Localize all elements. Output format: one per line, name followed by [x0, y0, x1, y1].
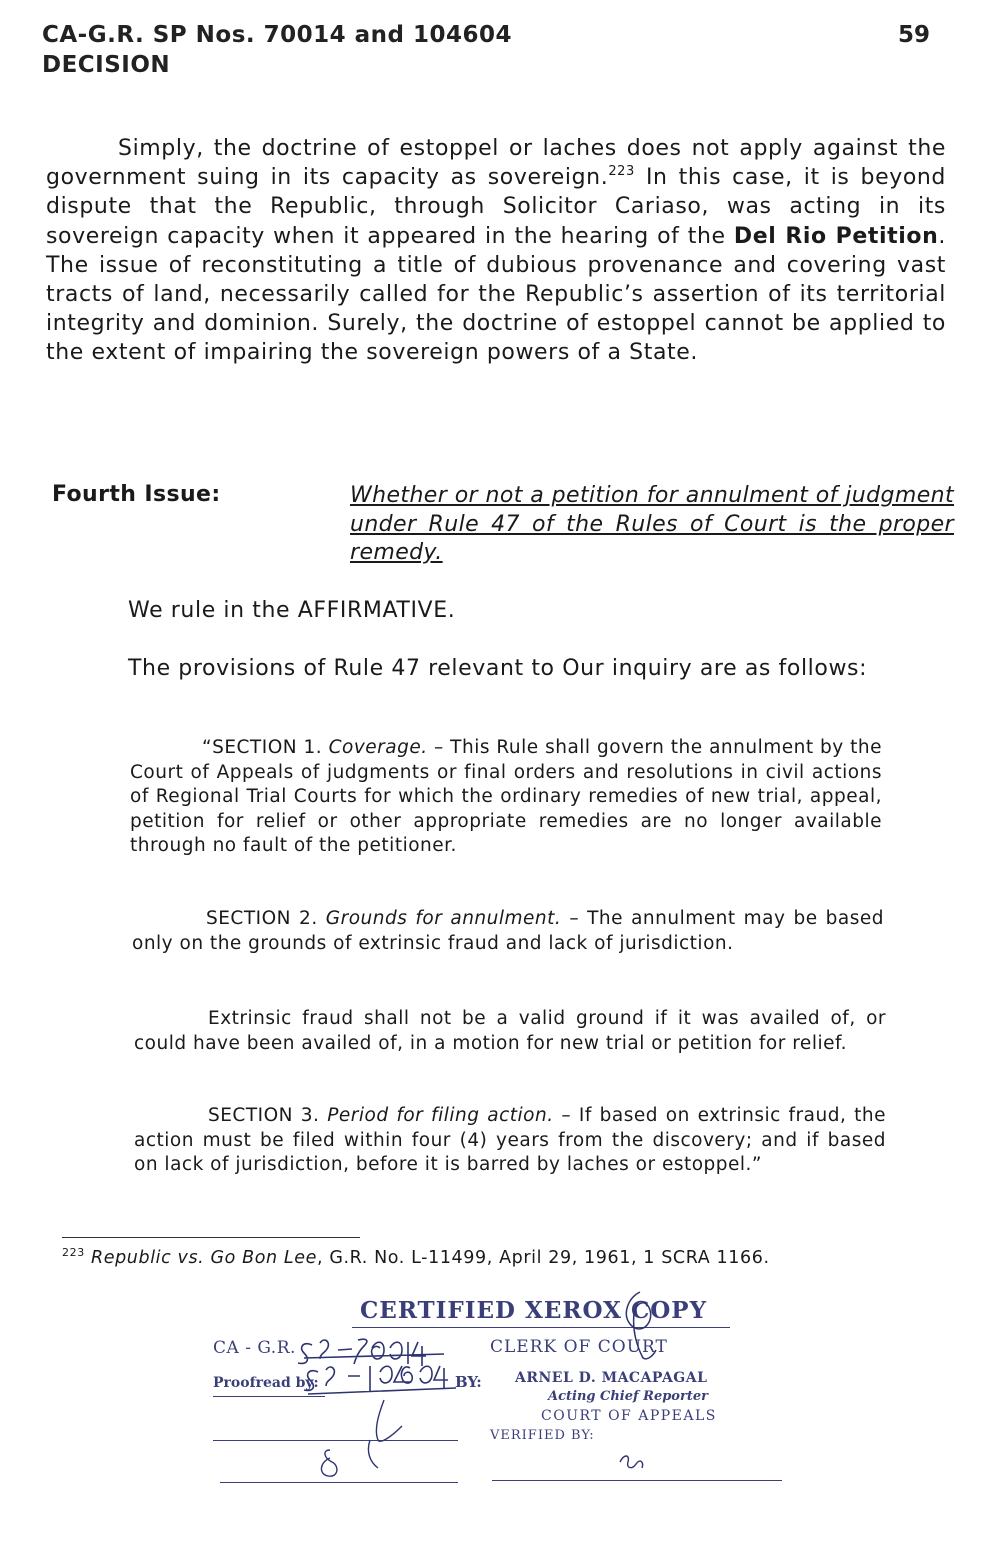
footnote-divider — [62, 1237, 360, 1238]
stamp-title: CERTIFIED XEROX COPY — [360, 1297, 708, 1324]
section-1-title: Coverage. — [328, 737, 428, 758]
ruling: We rule in the AFFIRMATIVE. — [128, 598, 456, 623]
stamp-cagr-label: CA - G.R. — [213, 1338, 296, 1358]
stamp-clerk: CLERK OF COURT — [490, 1337, 668, 1357]
paragraph-text-c: . The issue of reconstituting a title of dubious provenance and covering vast tracts of land, necessarily called for the Republic’s assertion of its territorial integrity and dominion. Surely, the doctrine of estoppel cannot be applied to the extent of impairing the sovereign powers of a State. — [46, 223, 946, 366]
paragraph-rule47: The provisions of Rule 47 relevant to Our inquiry are as follows: — [128, 656, 868, 681]
stamp-proofread: Proofread by: — [213, 1375, 319, 1391]
issue-label: Fourth Issue: — [52, 482, 221, 507]
signature-mark-1 — [321, 1400, 402, 1476]
section-3-text: – If based on extrinsic fraud, the action must be filed within four (4) years from the discovery; and if based on lack of jurisdiction, before it is barred by laches or estoppel.” — [134, 1105, 886, 1176]
stamp-verified: VERIFIED BY: — [490, 1428, 595, 1443]
stamp-role: Acting Chief Reporter — [548, 1389, 708, 1404]
stamp-line-3 — [492, 1480, 782, 1481]
section-3-prefix: SECTION 3. — [208, 1105, 328, 1126]
quote-section-1 — [130, 736, 882, 859]
quote-section-2-para: Extrinsic fraud shall not be a valid ground if it was availed of, or could have been availed of, in a motion for new trial or petition for relief. — [134, 1008, 886, 1054]
stamp-court: COURT OF APPEALS — [541, 1408, 717, 1424]
page-number: 59 — [897, 22, 930, 48]
footnote-ref: 223 — [608, 164, 635, 180]
footnote-case-name: Republic vs. Go Bon Lee — [90, 1248, 317, 1268]
signature-mark-3 — [620, 1456, 643, 1468]
section-3-title: Period for filing action. — [327, 1105, 554, 1126]
issue-text: Whether or not a petition for annulment of judgment under Rule 47 of the Rules of Court is the proper remedy. — [350, 483, 954, 565]
footnote-citation: , G.R. No. L-11499, April 29, 1961, 1 SCRA 1166. — [317, 1248, 770, 1268]
footnote — [62, 1248, 922, 1268]
footnote-number: 223 — [62, 1246, 85, 1259]
stamp-name: ARNEL D. MACAPAGAL — [515, 1370, 708, 1386]
section-1-prefix: “SECTION 1. — [202, 737, 329, 758]
stamp-underline — [352, 1327, 730, 1328]
section-2-title: Grounds for annulment. — [325, 908, 562, 929]
section-2-text: – The annulment may be based only on the grounds of extrinsic fraud and lack of jurisdiction. — [132, 908, 884, 954]
paragraph-text-b: In this case, it is beyond dispute that the Republic, through Solicitor Cariaso, was acting in its sovereign capacity when it appeared in the hearing of the — [46, 165, 946, 249]
stamp-proofread-line — [213, 1396, 325, 1397]
signature-mark-2 — [626, 1292, 656, 1359]
stamp-by: BY: — [455, 1373, 482, 1391]
quote-section-3 — [134, 1104, 886, 1178]
stamp-line-2 — [220, 1482, 458, 1483]
case-number: CA-G.R. SP Nos. 70014 and 104604 — [42, 22, 513, 48]
section-1-text: – This Rule shall govern the annulment by the Court of Appeals of judgments or final orders and resolutions in civil actions of Regional Trial Courts for which the ordinary remedies of new trial, appeal, petition for relief or other appropriate remedies are no longer available through no fault of the petitioner. — [130, 737, 882, 857]
document-title: DECISION — [42, 52, 171, 78]
quote-section-2 — [132, 907, 884, 956]
section-2-prefix: SECTION 2. — [206, 908, 326, 929]
stamp-line-1 — [213, 1440, 458, 1441]
handwritten-sp-70014 — [298, 1339, 444, 1366]
del-rio-petition: Del Rio Petition — [733, 223, 939, 249]
handwritten-sp-104604 — [304, 1366, 456, 1394]
paragraph-estoppel — [46, 134, 946, 368]
paragraph-text-a: Simply, the doctrine of estoppel or laches does not apply against the government suing in its capacity as sovereign. — [46, 136, 946, 191]
